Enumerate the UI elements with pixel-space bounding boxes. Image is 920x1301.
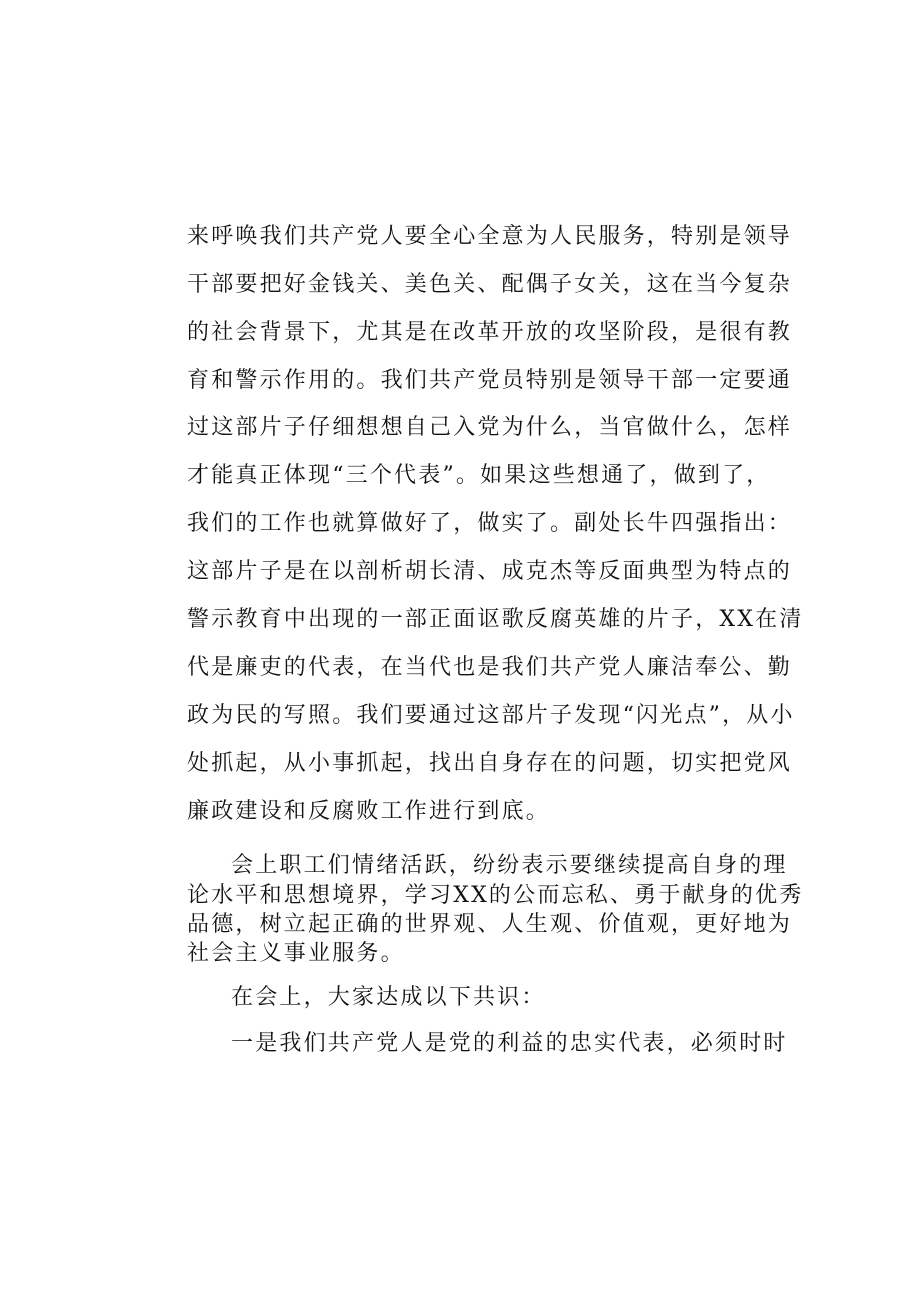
paragraph-1-line-13: 廉政建设和反腐败工作进行到底。 <box>187 799 551 824</box>
paragraph-2-line-4: 社会主义事业服务。 <box>187 941 405 966</box>
paragraph-2-line-1: 会上职工们情绪活跃，纷纷表示要继续提高自身的理 <box>231 853 788 878</box>
paragraph-2-line-2: 论水平和思想境界，学习XX的公而忘私、勇于献身的优秀 <box>187 883 804 908</box>
paragraph-1-line-5: 过这部片子仔细想想自己入党为什么，当官做什么，怎样 <box>187 415 793 440</box>
paragraph-2-line-3: 品德，树立起正确的世界观、人生观、价值观，更好地为 <box>187 912 793 937</box>
paragraph-1-line-11: 政为民的写照。我们要通过这部片子发现“闪光点”，从小 <box>187 703 795 728</box>
paragraph-1-line-10: 代是廉吏的代表，在当代也是我们共产党人廉洁奉公、勤 <box>187 655 793 680</box>
paragraph-1-line-3: 的社会背景下，尤其是在改革开放的攻坚阶段，是很有教 <box>187 320 793 345</box>
paragraph-1-line-8: 这部片子是在以剖析胡长清、成克杰等反面典型为特点的 <box>187 559 793 584</box>
paragraph-1-line-12: 处抓起，从小事抓起，找出自身存在的问题，切实把党风 <box>187 751 793 776</box>
paragraph-1-line-4: 育和警示作用的。我们共产党员特别是领导干部一定要通 <box>187 368 793 393</box>
paragraph-3: 在会上，大家达成以下共识： <box>231 985 546 1010</box>
paragraph-1-line-1: 来呼唤我们共产党人要全心全意为人民服务，特别是领导 <box>187 224 793 249</box>
paragraph-4-line-1: 一是我们共产党人是党的利益的忠实代表，必须时时 <box>231 1031 788 1056</box>
paragraph-1-line-2: 干部要把好金钱关、美色关、配偶子女关，这在当今复杂 <box>187 272 793 297</box>
paragraph-1-line-7: 我们的工作也就算做好了，做实了。副处长牛四强指出： <box>187 511 793 536</box>
paragraph-1-line-6: 才能真正体现“三个代表”。如果这些想通了，做到了， <box>187 463 771 488</box>
paragraph-1-line-9: 警示教育中出现的一部正面讴歌反腐英雄的片子，XX在清 <box>187 607 804 632</box>
